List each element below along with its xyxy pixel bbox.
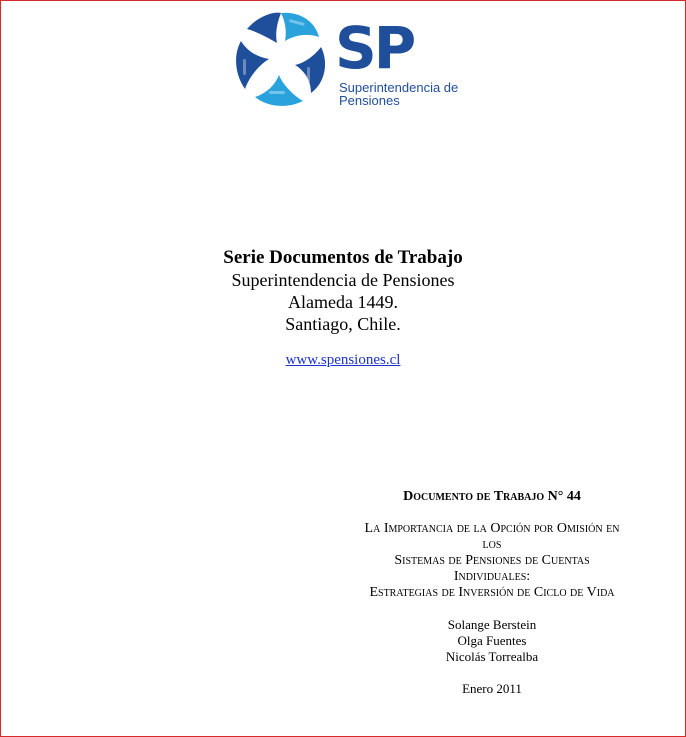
website-block <box>1 352 685 369</box>
city-line: Santiago, Chile. <box>285 314 401 334</box>
authors-list <box>333 617 651 665</box>
website-link[interactable]: www.spensiones.cl <box>285 352 401 368</box>
series-title: Serie Documentos de Trabajo <box>223 247 463 268</box>
title-line: La Importancia de la Opción por Omisión en <box>364 521 620 536</box>
logo-org-line1: Superintendencia de <box>339 80 459 95</box>
logo-initials: SP <box>335 14 414 82</box>
sp-logo <box>229 7 469 111</box>
institution-name: Superintendencia de Pensiones <box>231 270 455 290</box>
title-line: Estrategias de Inversión de Ciclo de Vida <box>369 585 615 600</box>
document-info <box>333 489 651 697</box>
title-line: Individuales: <box>453 569 531 584</box>
publication-date: Enero 2011 <box>462 681 522 696</box>
address-line: Alameda 1449. <box>288 292 398 312</box>
logo-org-line2: Pensiones <box>339 93 400 108</box>
author-name: Olga Fuentes <box>457 633 527 648</box>
title-line: los <box>482 537 502 552</box>
author-name: Nicolás Torrealba <box>445 649 539 664</box>
author-name: Solange Berstein <box>447 617 537 632</box>
title-line: Sistemas de Pensiones de Cuentas <box>394 553 590 568</box>
series-block <box>1 247 685 335</box>
hands-star-icon <box>229 7 333 111</box>
document-number: Documento de Trabajo N° 44 <box>403 489 581 504</box>
